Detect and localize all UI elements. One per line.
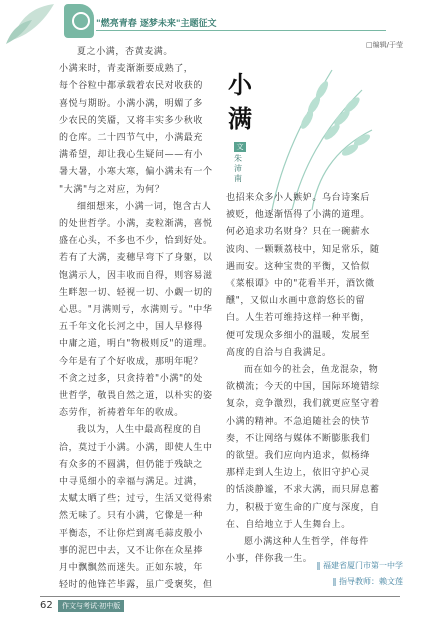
body-line: 小满来时，青麦渐渐要成熟了， [59, 64, 194, 75]
title-char-2: 满 [228, 104, 252, 133]
body-line: 遇而安。这种宝贵的平衡，又恰似 [226, 261, 371, 272]
body-line: 少农民的笑靥，又将丰实多少秋收 [59, 115, 204, 126]
body-line: 中寻觅细小的幸福与满足。过满， [59, 477, 204, 487]
body-line: 轻时的他锋芒毕露，虽广受褒奖，但 [59, 580, 213, 591]
body-line: 力，积极于宽生命的广度与深度，自 [226, 502, 380, 513]
body-line: 便可发现众多细小的温暖，发展至 [226, 330, 371, 341]
body-line: 细细想来，小满一词，饱含古人 [77, 201, 212, 212]
body-line: 生畔恕一切、轻视一切、小觑一切的 [59, 287, 213, 298]
body-line: 月中飘飘然而迷失。正如东坡，年 [59, 563, 204, 573]
body-line: "大满"与之对应，为何？ [59, 184, 165, 195]
body-line: 高度的自洽与自我满足。 [226, 347, 332, 358]
body-line: 不贪之过多，只贪持着"小满"的处 [59, 373, 203, 384]
body-line: 何必追求功名财身？只在一碗薪水 [226, 227, 371, 238]
body-line: 喜悦与期盼。小满小满，明媚了多 [59, 98, 204, 109]
body-line: 洽，莫过于小满。小满，即使人生中 [59, 442, 213, 453]
body-line: 小满的精神。不急追随社会的快节 [226, 416, 371, 427]
body-line: 《菜根谭》中的"花看半开，酒饮微 [226, 279, 375, 289]
body-line: 世哲学，敬畏自然之道，以朴实的姿 [59, 391, 213, 401]
body-line: 有众多的不圆满，但仍能于残缺之 [59, 459, 204, 470]
school-signature: ‖ 福建省厦门市第一中学 [316, 561, 403, 570]
title-block [222, 60, 382, 210]
body-line: 愿小满这种人生哲学，伴每件 [244, 537, 369, 547]
body-line: 波肉、一颗颗荔枝中，知足常乐，随 [226, 244, 380, 255]
header-bar [0, 0, 427, 49]
author-tag: 文 [234, 142, 246, 152]
body-line: 心思。"月满则亏，水满则亏。"中华 [59, 305, 213, 315]
body-line: 的恬淡静谧，不求大满，而只屏息蓄 [226, 485, 380, 496]
body-line: 每个谷粒中都承载着农民对收获的 [59, 81, 204, 92]
body-line: 满希望，却让我心生疑问——有小 [59, 150, 204, 161]
body-line: 白。人生若可维持这样一种平衡， [226, 313, 371, 324]
body-line: 然无味了。只有小满，它像是一种 [59, 511, 204, 522]
body-line: 今年是有了个好收成，那明年呢？ [59, 356, 204, 367]
body-line: 饱满示人，因丰收而自得，则容易滋 [59, 270, 213, 281]
header-rule [96, 30, 386, 31]
body-line: 小事，伴你我一生。 [226, 554, 313, 565]
footer-rule [40, 596, 400, 597]
column-title: "燃亮青春 逐梦未来"主题征文 [96, 19, 217, 29]
wheat-illustration-icon [252, 60, 382, 210]
body-line: 也招来众多小人嫉妒。乌台诗案后 [226, 193, 371, 203]
teacher-signature: ‖ 指导教师：赖文莲 [332, 577, 403, 586]
body-line: 五千年文化长河之中，国人早修得 [59, 322, 204, 333]
body-line: 醺"，又似山水画中意韵悠长的留 [226, 296, 366, 307]
body-line: 在、自给地立于人生舞台上。 [226, 519, 351, 530]
body-line: 的欲望。我们应向内追求，似杨绛 [226, 451, 371, 461]
page-number: 62 [40, 600, 53, 611]
body-line: 而在如今的社会，鱼龙混杂，物 [244, 365, 379, 375]
body-line: 欲横流；今天的中国，国际环境错综 [226, 382, 380, 393]
body-line: 平衡态，不让你烂到离毛蒜皮般小 [59, 528, 204, 539]
title-char-1: 小 [228, 70, 252, 99]
editor-credit: □编辑/于莹 [366, 41, 403, 49]
body-line: 中庸之道，明白"物极则反"的道理。 [59, 339, 213, 350]
author-block [234, 142, 246, 184]
body-line: 若有了大满，麦穗早弯下了身躯，以 [59, 253, 213, 264]
body-line: 夏之小满，杏黄麦满。 [77, 47, 174, 57]
body-line: 复杂，竞争激烈，我们就更应坚守着 [226, 399, 380, 410]
article-title [228, 68, 258, 136]
body-line: 被贬，他逐渐悟得了小满的道理。 [226, 210, 371, 221]
body-line: 我以为，人生中最高程度的自 [77, 425, 202, 436]
body-line: 态劳作，祈祷着年年的收成。 [59, 408, 184, 419]
body-line: 的处世哲学。小满，麦粒渐满，喜悦 [59, 219, 213, 229]
body-line: 盛在心头，不多也不少，恰到好处。 [59, 236, 213, 247]
decorative-leaves-icon [2, 0, 62, 48]
magazine-tag: 作文与考试·初中版 [58, 600, 124, 612]
author-name: 朱沛南 [234, 154, 242, 183]
body-line: 奏，不让网络与媒体不断膨胀我们 [226, 433, 371, 444]
column-logo-icon [64, 4, 94, 38]
body-line: 太赋太晒了些；过亏，生活又觉得索 [59, 494, 213, 505]
body-line: 那样走到人生边上，依旧守护心灵 [226, 468, 371, 479]
body-line: 暑大暑，小寒大寒，偏小满未有一个 [59, 167, 213, 178]
body-line: 事的泥巴中去，又不让你在众星捧 [59, 545, 204, 556]
body-line: 的仓库。二十四节气中，小满最充 [59, 133, 204, 143]
